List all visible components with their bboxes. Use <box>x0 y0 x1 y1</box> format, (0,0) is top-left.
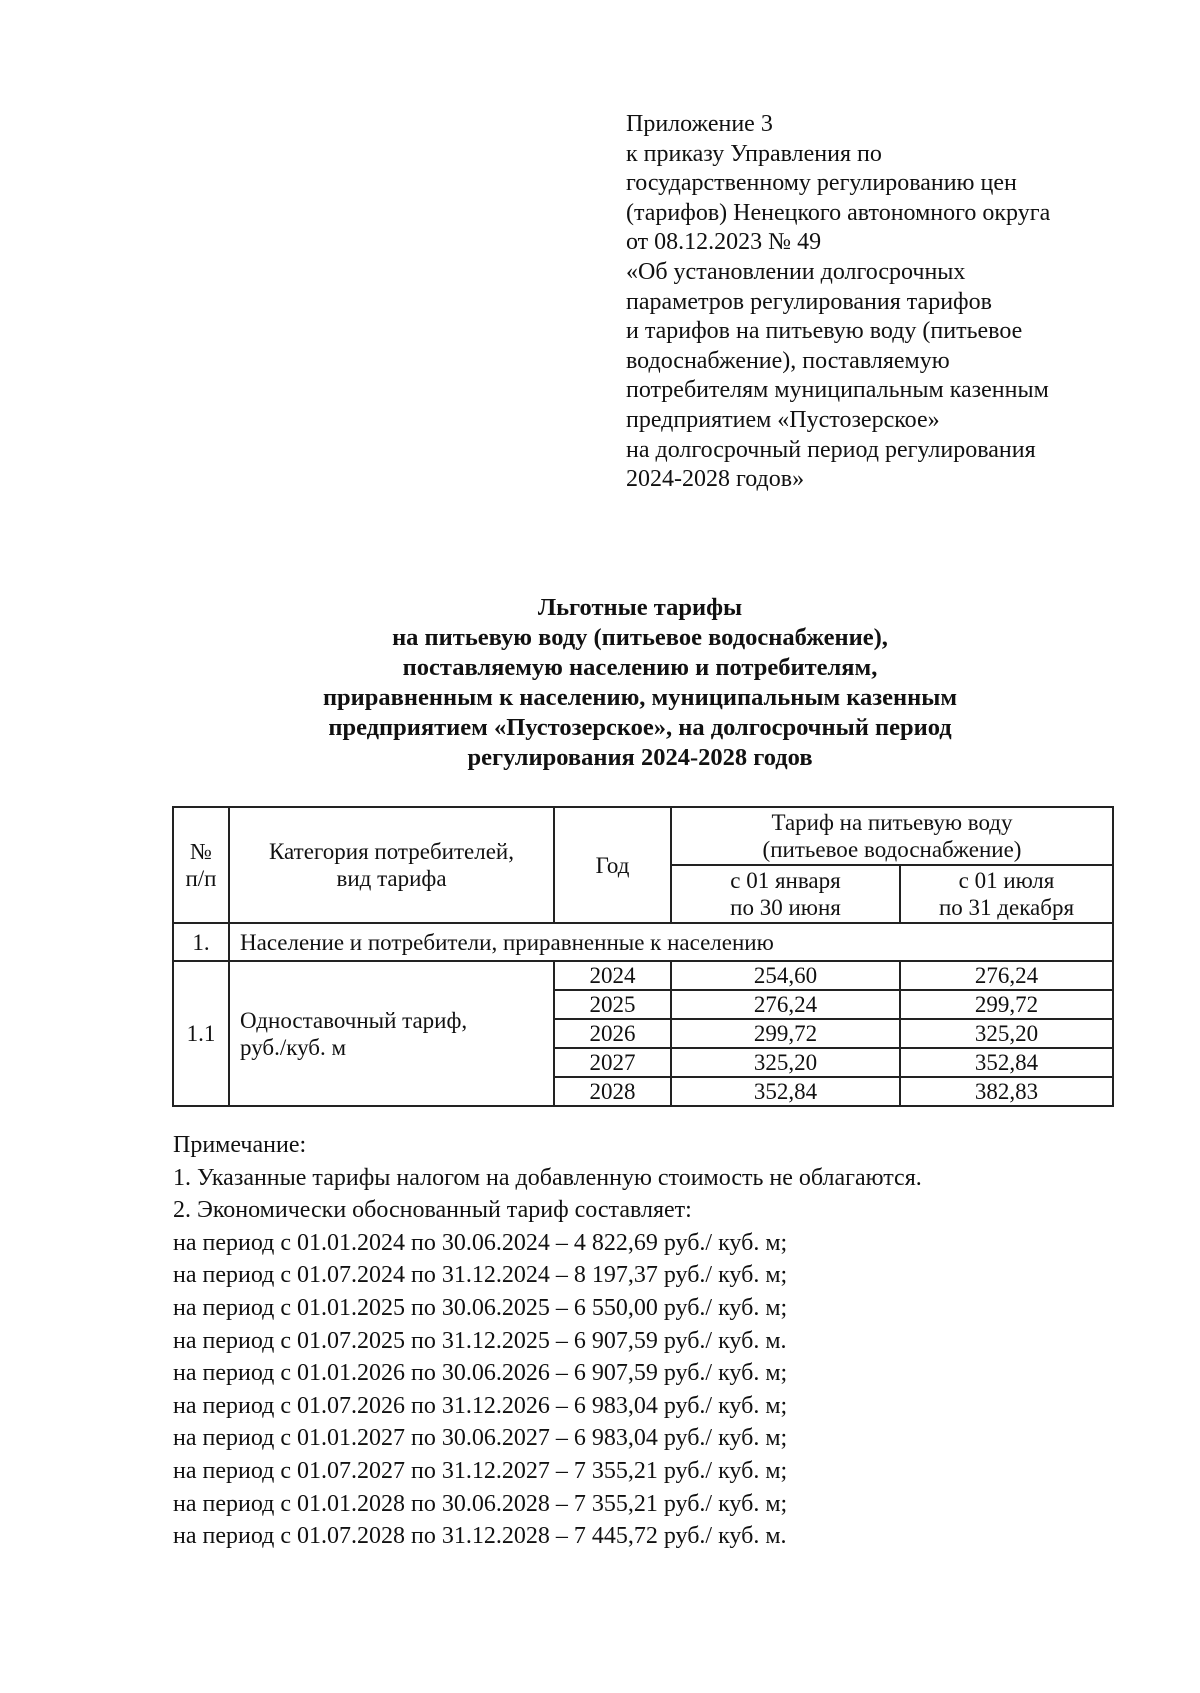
header-period2-line2: по 31 декабря <box>938 895 1075 920</box>
tariff-table <box>172 806 1114 1107</box>
title-line: регулирования 2024-2028 годов <box>467 744 813 771</box>
title-line: поставляемую населению и потребителям, <box>402 654 878 681</box>
section-number: 1. <box>173 923 229 961</box>
tariff-h1-cell: 254,60 <box>671 961 900 990</box>
tariff-h1-cell: 325,20 <box>671 1048 900 1077</box>
year-cell: 2024 <box>554 961 671 990</box>
appendix-line: предприятием «Пустозерское» <box>626 406 940 433</box>
item-label-line2: руб./куб. м <box>240 1034 347 1060</box>
tariff-h1-cell: 299,72 <box>671 1019 900 1048</box>
note-line: 2. Экономически обоснованный тариф составляет: <box>173 1197 692 1224</box>
appendix-line: (тарифов) Ненецкого автономного округа <box>626 199 1051 226</box>
table-header-row <box>173 807 1113 865</box>
notes-heading: Примечание: <box>173 1132 307 1158</box>
appendix-header <box>626 110 1146 495</box>
header-category <box>229 807 554 923</box>
title-line: предприятием «Пустозерское», на долгосрочный период <box>328 714 952 741</box>
header-year-label: Год <box>595 852 630 878</box>
tariff-h1-cell: 276,24 <box>671 990 900 1019</box>
appendix-line: Приложение 3 <box>626 111 773 137</box>
section-label: Население и потребители, приравненные к населению <box>229 923 1113 961</box>
tariff-h2-cell: 352,84 <box>900 1048 1113 1077</box>
tariff-h2-cell: 325,20 <box>900 1019 1113 1048</box>
note-line: на период с 01.01.2025 по 30.06.2025 – 6 550,00 руб./ куб. м; <box>173 1294 788 1321</box>
header-period2-line1: с 01 июля <box>958 868 1055 893</box>
header-tariff <box>671 807 1113 865</box>
header-number <box>173 807 229 923</box>
header-category-line1: Категория потребителей, <box>269 839 514 864</box>
note-line: на период с 01.01.2026 по 30.06.2026 – 6 907,59 руб./ куб. м; <box>173 1360 788 1387</box>
appendix-line: к приказу Управления по <box>626 140 882 167</box>
header-number-line1: № <box>190 839 212 864</box>
year-cell: 2025 <box>554 990 671 1019</box>
note-line: на период с 01.01.2027 по 30.06.2027 – 6 983,04 руб./ куб. м; <box>173 1425 788 1452</box>
appendix-line: на долгосрочный период регулирования <box>626 436 1036 463</box>
header-year <box>554 807 671 923</box>
note-line: на период с 01.07.2027 по 31.12.2027 – 7 355,21 руб./ куб. м; <box>173 1457 788 1484</box>
year-cell: 2026 <box>554 1019 671 1048</box>
item-label <box>229 961 554 1106</box>
header-period-first-half <box>671 865 900 923</box>
header-period-second-half <box>900 865 1113 923</box>
tariff-h2-cell: 382,83 <box>900 1077 1113 1106</box>
appendix-line: параметров регулирования тарифов <box>626 288 992 315</box>
title-line: Льготные тарифы <box>537 594 743 621</box>
header-number-line2: п/п <box>185 866 217 891</box>
appendix-line: от 08.12.2023 № 49 <box>626 229 822 256</box>
header-period1-line1: с 01 января <box>730 868 841 893</box>
tariff-h2-cell: 276,24 <box>900 961 1113 990</box>
appendix-line: государственному регулированию цен <box>626 170 1017 197</box>
item-number: 1.1 <box>173 961 229 1106</box>
title-line: приравненным к населению, муниципальным казенным <box>322 684 958 711</box>
note-line: на период с 01.07.2026 по 31.12.2026 – 6 983,04 руб./ куб. м; <box>173 1392 788 1419</box>
table-section-row <box>173 923 1113 961</box>
note-line: на период с 01.07.2024 по 31.12.2024 – 8 197,37 руб./ куб. м; <box>173 1262 788 1289</box>
header-period1-line2: по 30 июня <box>730 895 841 920</box>
tariff-h1-cell: 352,84 <box>671 1077 900 1106</box>
header-tariff-line2: (питьевое водоснабжение) <box>762 837 1022 862</box>
appendix-line: и тарифов на питьевую воду (питьевое <box>626 318 1023 345</box>
appendix-line: «Об установлении долгосрочных <box>626 258 966 285</box>
year-cell: 2027 <box>554 1048 671 1077</box>
note-line: на период с 01.07.2025 по 31.12.2025 – 6 907,59 руб./ куб. м. <box>173 1327 787 1354</box>
appendix-line: водоснабжение), поставляемую <box>626 347 950 374</box>
appendix-line: 2024-2028 годов» <box>626 466 805 493</box>
note-line: на период с 01.01.2024 по 30.06.2024 – 4 822,69 руб./ куб. м; <box>173 1229 788 1256</box>
document-title <box>160 593 1120 773</box>
header-category-line2: вид тарифа <box>336 866 447 891</box>
year-cell: 2028 <box>554 1077 671 1106</box>
title-line: на питьевую воду (питьевое водоснабжение), <box>392 624 888 651</box>
item-label-line1: Одноставочный тариф, <box>240 1007 468 1033</box>
note-line: 1. Указанные тарифы налогом на добавленную стоимость не облагаются. <box>173 1164 922 1191</box>
appendix-line: потребителям муниципальным казенным <box>626 377 1049 404</box>
notes <box>173 1129 1173 1553</box>
table-row <box>173 961 1113 990</box>
header-tariff-line1: Тариф на питьевую воду <box>771 810 1013 835</box>
tariff-h2-cell: 299,72 <box>900 990 1113 1019</box>
note-line: на период с 01.01.2028 по 30.06.2028 – 7 355,21 руб./ куб. м; <box>173 1490 788 1517</box>
note-line: на период с 01.07.2028 по 31.12.2028 – 7 445,72 руб./ куб. м. <box>173 1523 787 1550</box>
